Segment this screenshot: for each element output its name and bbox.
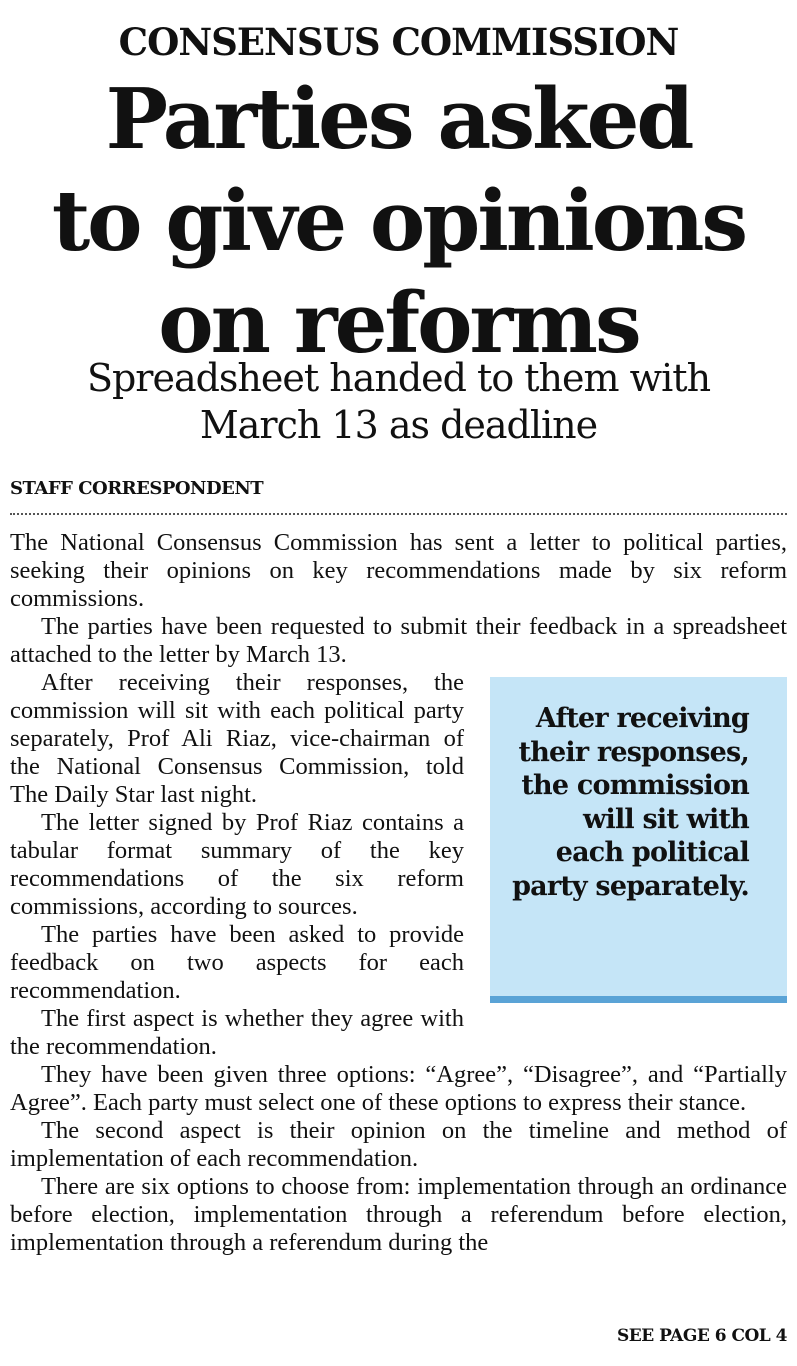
- headline-line: to give opinions: [51, 172, 746, 270]
- pull-quote: After receiving their responses, the commission will sit with each political party separately.: [490, 677, 787, 1003]
- paragraph: There are six options to choose from: implementation through an ordinance before election, implementation through a referendum before election, implementation through a referendum during the: [10, 1173, 787, 1256]
- byline: STAFF CORRESPONDENT: [10, 478, 264, 499]
- deck-line: March 13 as deadline: [199, 403, 598, 447]
- paragraph: After receiving their responses, the commission will sit with each political party separately, Prof Ali Riaz, vice-chairman of the National Consensus Commission, told The Daily Star last night.: [10, 669, 464, 808]
- paragraph: The parties have been requested to submit their feedback in a spreadsheet attached to the letter by March 13.: [10, 613, 787, 668]
- continuation-reference: SEE PAGE 6 COL 4: [616, 1326, 787, 1346]
- kicker: CONSENSUS COMMISSION: [118, 20, 679, 64]
- paragraph: The letter signed by Prof Riaz contains a tabular format summary of the key recommendations of the six reform commissions, according to sources.: [10, 809, 464, 920]
- paragraph: They have been given three options: “Agree”, “Disagree”, and “Partially Agree”. Each party must select one of these options to express their stance.: [10, 1061, 787, 1116]
- paragraph: The National Consensus Commission has sent a letter to political parties, seeking their opinions on key recommendations made by six reform commissions.: [10, 529, 787, 612]
- deck-line: Spreadsheet handed to them with: [86, 356, 711, 400]
- paragraph: The second aspect is their opinion on the timeline and method of implementation of each recommendation.: [10, 1117, 787, 1172]
- paragraph: The parties have been asked to provide feedback on two aspects for each recommendation.: [10, 921, 464, 1004]
- divider: [10, 513, 787, 515]
- article-body: [10, 529, 787, 1257]
- paragraph: The first aspect is whether they agree with the recommendation.: [10, 1005, 464, 1060]
- headline-line: on reforms: [158, 274, 639, 372]
- headline: [0, 68, 797, 374]
- deck: [0, 355, 797, 449]
- headline-line: Parties asked: [105, 70, 692, 168]
